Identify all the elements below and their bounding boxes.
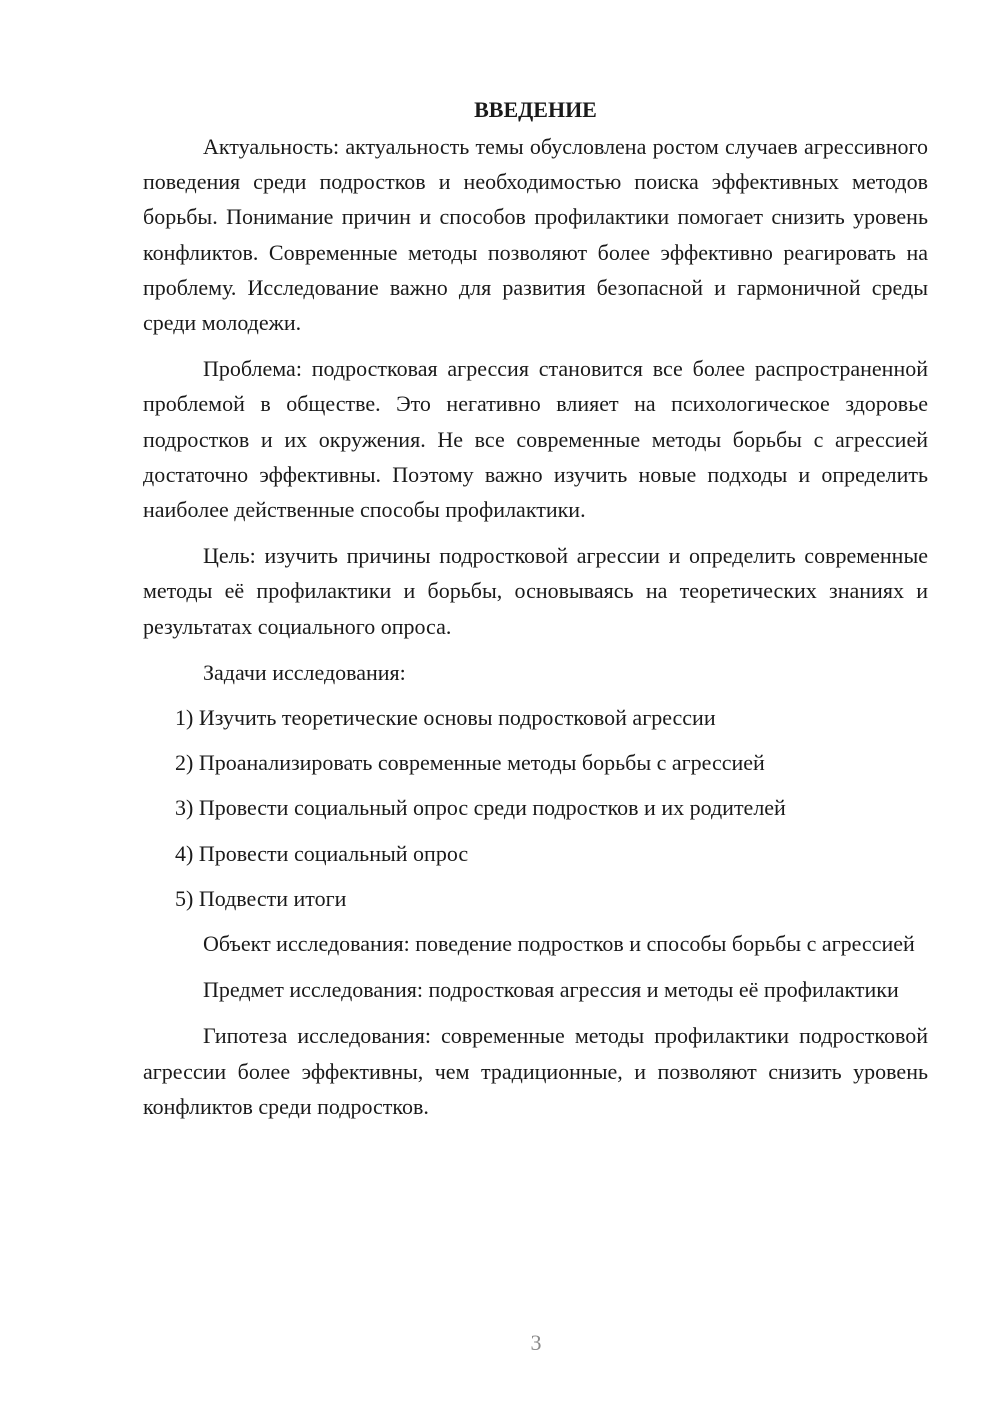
document-page	[143, 92, 928, 1135]
goal-paragraph: Цель: изучить причины подростковой агрессии и определить современные методы её профилактики и борьбы, основываясь на теоретических знаниях и результатах социального опроса.	[143, 543, 928, 639]
object-paragraph: Объект исследования: поведение подростков и способы борьбы с агрессией	[203, 931, 915, 957]
relevance-paragraph: Актуальность: актуальность темы обусловлена ростом случаев агрессивного поведения среди подростков и необходимостью поиска эффективных методов борьбы. Понимание причин и способов профилактики помогает снизить уровень конфликтов. Современные методы позволяют более эффективно реагировать на проблему. Исследование важно для развития безопасной и гармоничной среды среди молодежи.	[143, 134, 928, 336]
task-item-1: 1) Изучить теоретические основы подростковой агрессии	[175, 705, 716, 731]
subject-paragraph: Предмет исследования: подростковая агрессия и методы её профилактики	[203, 977, 899, 1003]
tasks-list	[143, 700, 928, 916]
page-title: ВВЕДЕНИЕ	[474, 97, 597, 122]
page-number: 3	[530, 1330, 542, 1355]
task-item-2: 2) Проанализировать современные методы борьбы с агрессией	[175, 750, 765, 776]
task-item-5: 5) Подвести итоги	[175, 885, 347, 911]
problem-paragraph: Проблема: подростковая агрессия становится все более распространенной проблемой в обществе. Это негативно влияет на психологическое здоровье подростков и их окружения. Не все современные методы борьбы с агрессией достаточно эффективны. Поэтому важно изучить новые подходы и определить наиболее действенные способы профилактики.	[143, 356, 928, 523]
hypothesis-paragraph: Гипотеза исследования: современные методы профилактики подростковой агрессии более эффективны, чем традиционные, и позволяют снизить уровень конфликтов среди подростков.	[143, 1023, 928, 1119]
tasks-heading: Задачи исследования:	[203, 659, 406, 685]
task-item-3: 3) Провести социальный опрос среди подростков и их родителей	[175, 795, 786, 821]
task-item-4: 4) Провести социальный опрос	[175, 840, 469, 866]
